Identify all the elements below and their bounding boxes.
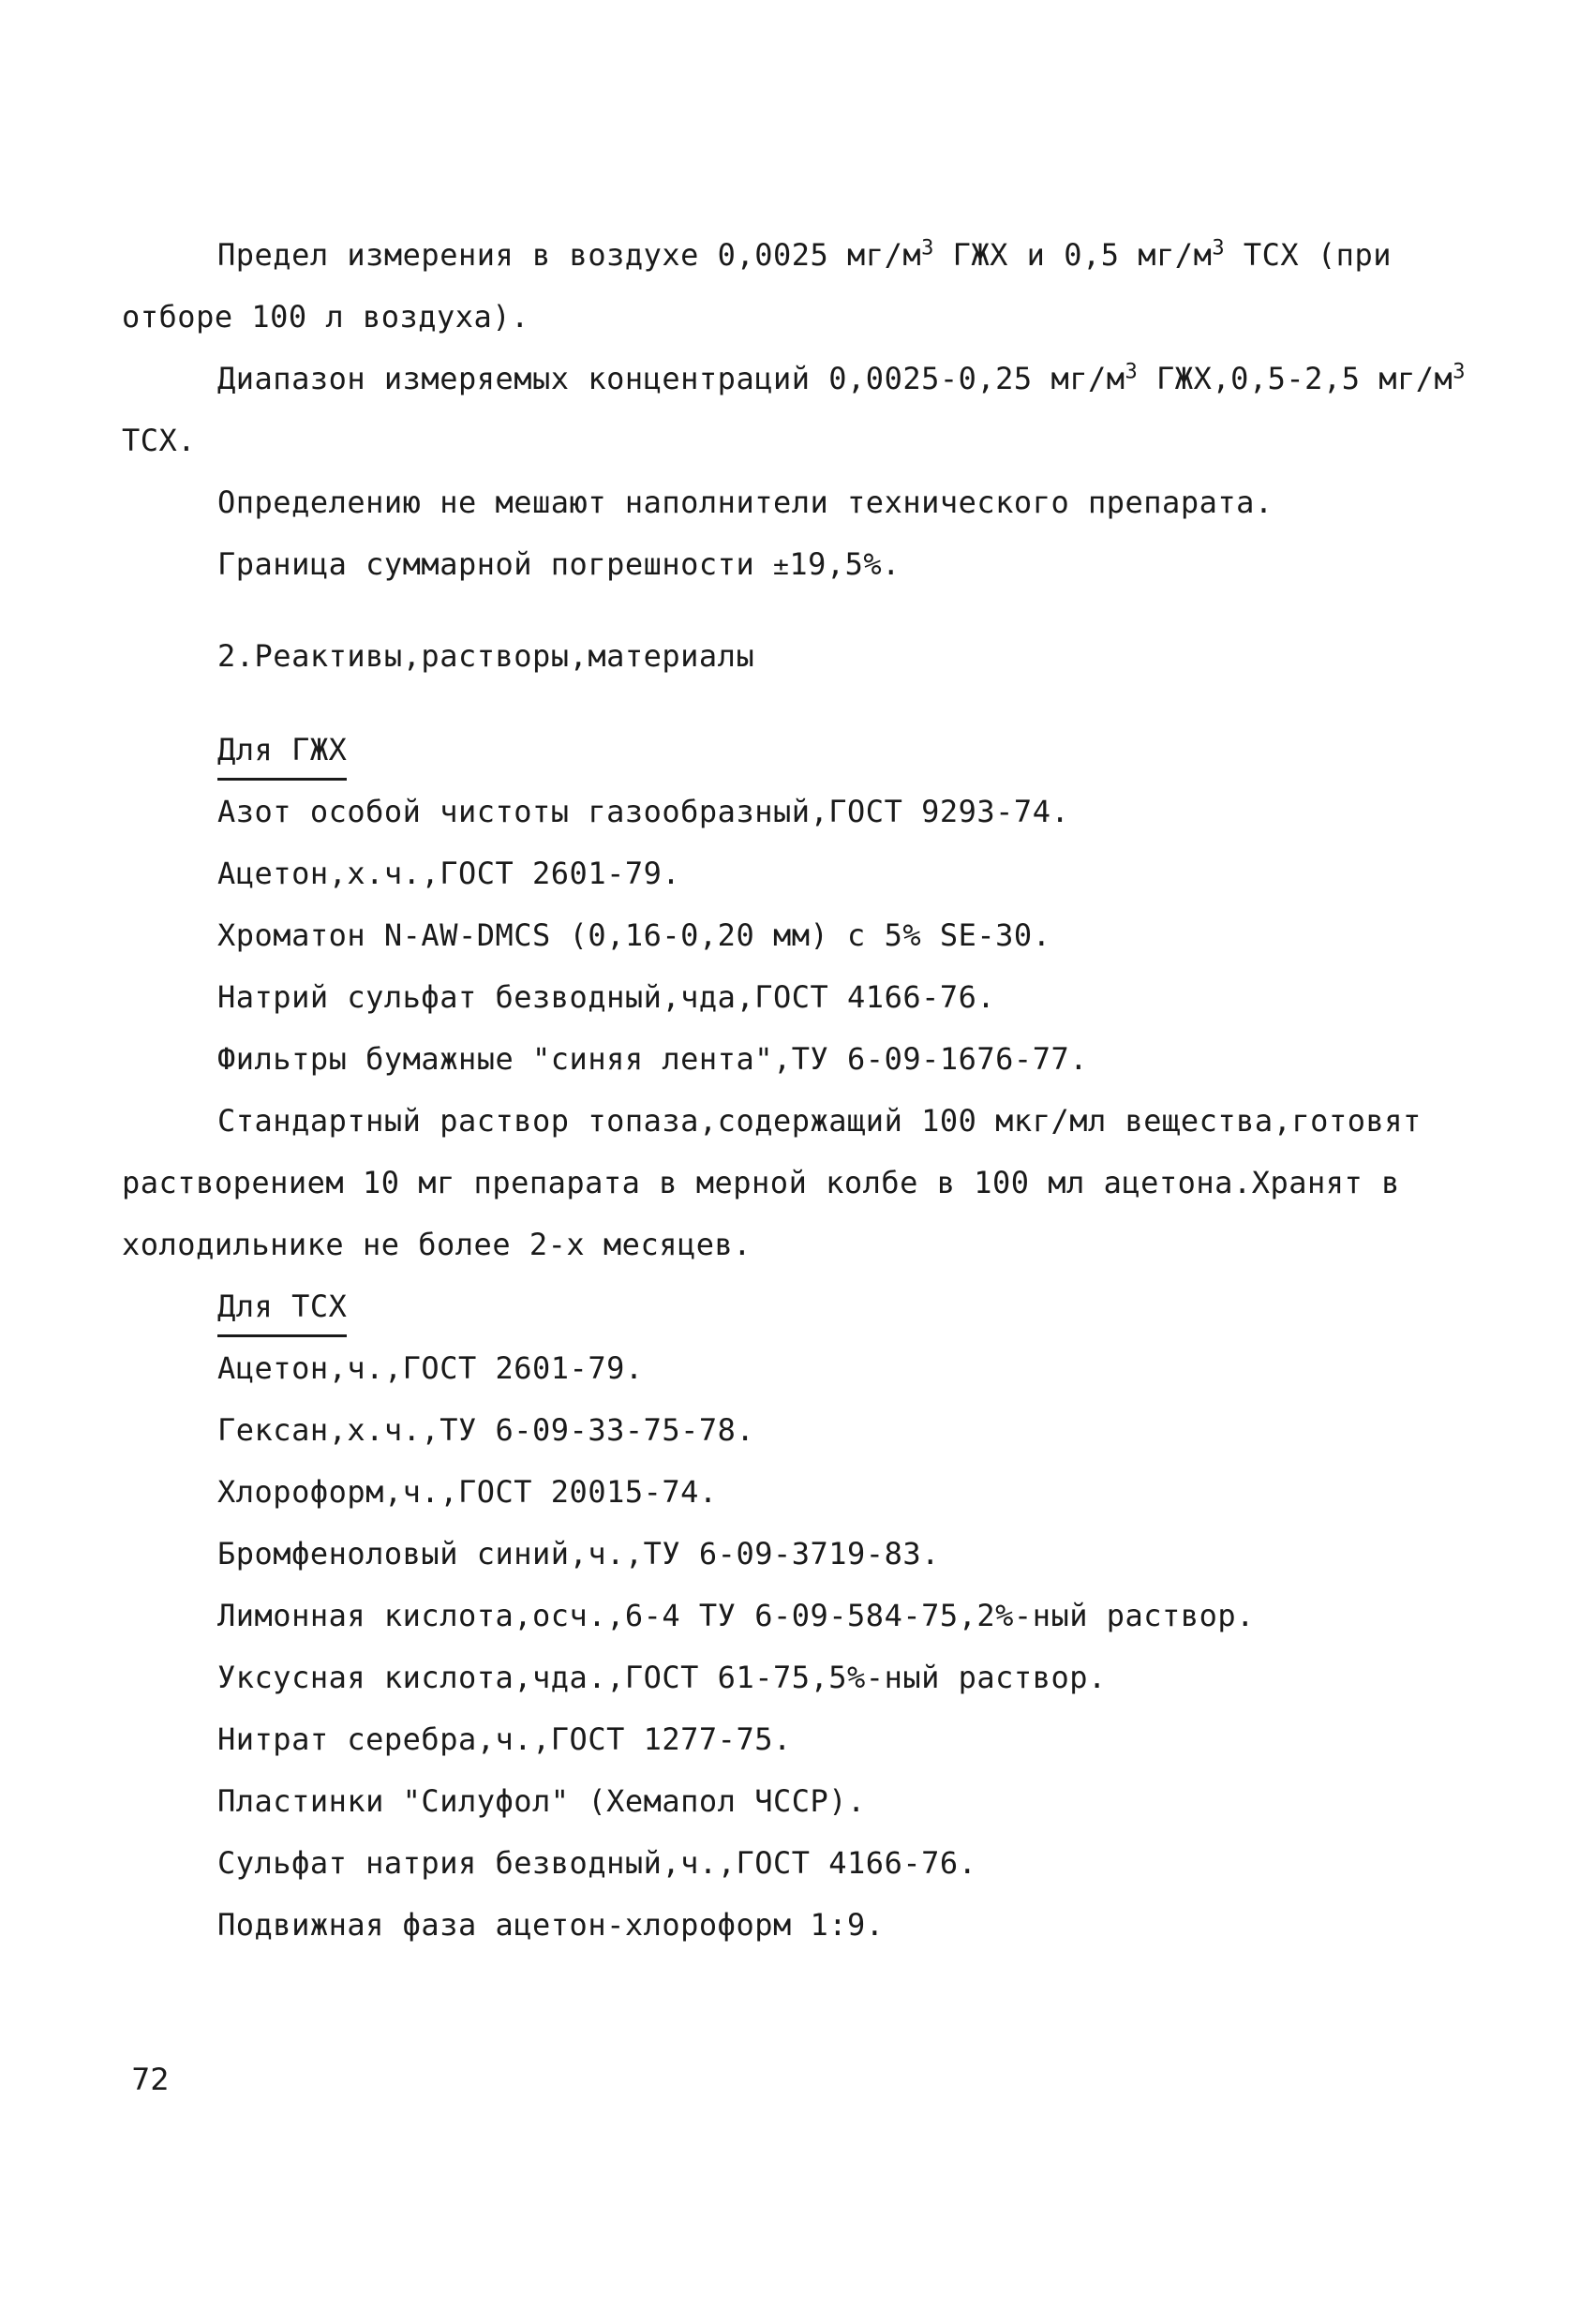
- tlc-item: Сульфат натрия безводный,ч.,ГОСТ 4166-76.: [217, 1845, 977, 1881]
- tlc-item: Ацетон,ч.,ГОСТ 2601-79.: [217, 1350, 644, 1386]
- limit-line-2: отборе 100 л воздуха).: [122, 299, 529, 335]
- range-sup-b: 3: [1452, 360, 1467, 384]
- tlc-heading-line: [217, 1288, 347, 1337]
- tlc-item: Подвижная фаза ацетон-хлороформ 1:9.: [217, 1907, 885, 1943]
- range-text-a: Диапазон измеряемых концентраций 0,0025-0,25 мг/м: [217, 361, 1125, 396]
- gc-item: Хроматон N-AW-DMCS (0,16-0,20 мм) с 5% SE-30.: [217, 917, 1051, 953]
- standard-line-2: растворением 10 мг препарата в мерной колбе в 100 мл ацетона.Хранят в: [122, 1165, 1400, 1200]
- range-text-b: ГЖХ,0,5-2,5 мг/м: [1138, 361, 1453, 396]
- plus-minus-sign: ±: [772, 550, 790, 581]
- gc-heading: Для ГЖХ: [217, 731, 347, 781]
- tlc-item: Бромфеноловый синий,ч.,ТУ 6-09-3719-83.: [217, 1536, 940, 1572]
- error-line: [217, 545, 901, 585]
- range-line-1: [217, 360, 1466, 397]
- limit-line-1: [217, 236, 1392, 274]
- gc-item: Фильтры бумажные "синяя лента",ТУ 6-09-1676-77.: [217, 1041, 1088, 1077]
- gc-item: Ацетон,х.ч.,ГОСТ 2601-79.: [217, 856, 681, 891]
- gc-item: Натрий сульфат безводный,чда,ГОСТ 4166-76.: [217, 979, 996, 1015]
- tlc-item: Гексан,х.ч.,ТУ 6-09-33-75-78.: [217, 1412, 755, 1448]
- page-number: 72: [131, 2062, 170, 2097]
- limit-text-c: ТСХ (при: [1225, 237, 1392, 273]
- tlc-item: Хлороформ,ч.,ГОСТ 20015-74.: [217, 1474, 718, 1510]
- gc-heading-line: [217, 731, 347, 781]
- no-interference-line: Определению не мешают наполнители технического препарата.: [217, 484, 1274, 520]
- limit-text-b: ГЖХ и 0,5 мг/м: [933, 237, 1213, 273]
- gc-item: Азот особой чистоты газообразный,ГОСТ 9293-74.: [217, 794, 1070, 829]
- tlc-item: Лимонная кислота,осч.,6-4 ТУ 6-09-584-75,2%-ный раствор.: [217, 1598, 1255, 1633]
- tlc-item: Пластинки "Силуфол" (Хемапол ЧССР).: [217, 1783, 866, 1819]
- error-prefix: Граница суммарной погрешности: [217, 546, 773, 582]
- range-sup-a: 3: [1125, 360, 1139, 384]
- standard-line-3: холодильнике не более 2-х месяцев.: [122, 1227, 752, 1262]
- limit-text-a: Предел измерения в воздухе 0,0025 мг/м: [217, 237, 922, 273]
- range-line-2: ТСХ.: [122, 423, 197, 458]
- standard-line-1: Стандартный раствор топаза,содержащий 100 мкг/мл вещества,готовят: [217, 1103, 1422, 1139]
- limit-sup-b: 3: [1212, 236, 1226, 261]
- tlc-item: Нитрат серебра,ч.,ГОСТ 1277-75.: [217, 1721, 792, 1757]
- limit-sup-a: 3: [921, 236, 934, 261]
- tlc-heading: Для ТСХ: [217, 1288, 347, 1337]
- error-value: 19,5%.: [789, 546, 901, 582]
- section-title: 2.Реактивы,растворы,материалы: [217, 638, 755, 674]
- tlc-item: Уксусная кислота,чда.,ГОСТ 61-75,5%-ный раствор.: [217, 1660, 1107, 1695]
